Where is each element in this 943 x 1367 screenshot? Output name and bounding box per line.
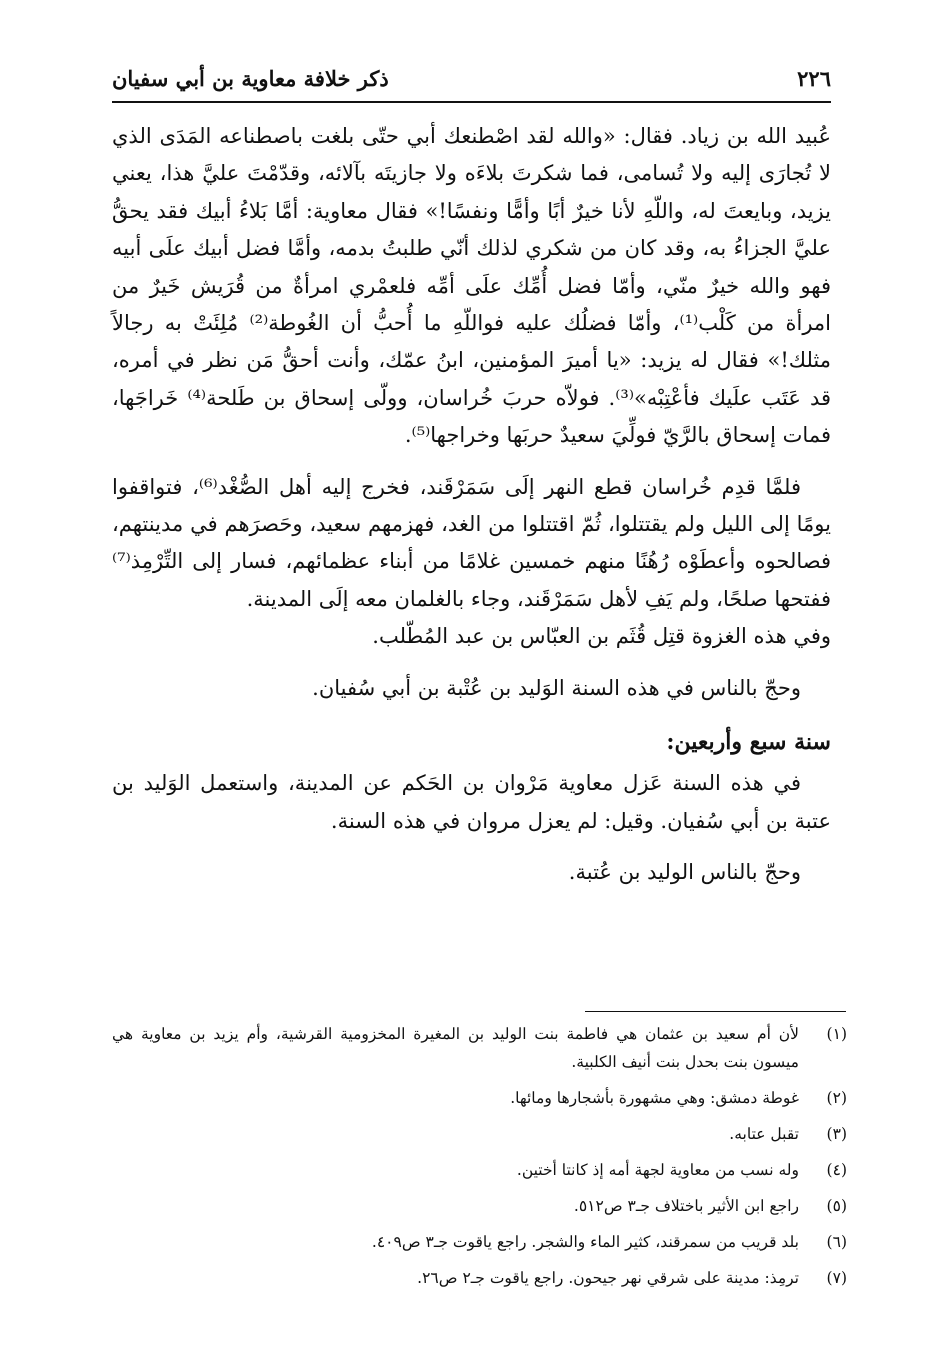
footnote-number: (٢) bbox=[826, 1089, 847, 1107]
footnote-text: ترمِذ: مدينة على شرقي نهر جيحون. راجع ياقوت جـ٢ ص٢٦. bbox=[417, 1269, 799, 1287]
section-heading: سنة سبع وأربعين: bbox=[666, 729, 831, 756]
paragraph-6: وحجّ بالناس الوليد بن عُتبة. bbox=[568, 859, 801, 884]
footnote-text: بلد قريب من سمرقند، كثير الماء والشجر. راجع ياقوت جـ٣ ص٤٠٩. bbox=[371, 1233, 799, 1251]
footnote-text: غوطة دمشق: وهي مشهورة بأشجارها ومائها. bbox=[510, 1089, 799, 1107]
paragraph-2: فلمَّا قدِم خُراسان قطع النهر إلَى سَمَرْقَند، فخرج إليه أهل الصُّغْد⁽⁶⁾، فتواقفوا يومًا إلى الليل ولم يقتتلوا، ثُمّ اقتتلوا من الغد، فهزمهم سعيد، وحَصرَهم في مدينتهم، فصالحوه وأعطَوْه رُهُنًا منهم خمسين غلامًا من أبناء عظمائهم، فسار إلى التِّرْمِذ⁽⁷⁾ ففتحها صلحًا، ولم يَفِ لأهل سَمَرْقَند، وجاء بالغلمان معه إلَى المدينة. bbox=[112, 474, 831, 611]
paragraph-4: وحجّ بالناس في هذه السنة الوَليد بن عُتْبة بن أبي سُفيان. bbox=[312, 675, 801, 700]
footnote-item bbox=[112, 1264, 847, 1292]
footnote-number: (٧) bbox=[826, 1269, 847, 1287]
footnote-text: وله نسب من معاوية لجهة أمه إذ كانتا أختين. bbox=[516, 1161, 799, 1179]
footnote-text: راجع ابن الأثير باختلاف جـ٣ ص٥١٢. bbox=[573, 1197, 799, 1215]
footnote-number: (٦) bbox=[826, 1233, 847, 1251]
footnote-text: تقبل عتابه. bbox=[729, 1125, 799, 1143]
header-divider bbox=[112, 101, 831, 103]
paragraph-1: عُبيد الله بن زياد. فقال: «والله لقد اصْطنعك أبي حتّى بلغت باصطناعه المَدَى الذي لا تُجارَى إليه ولا تُسامى، فما شكرتَ بلاءَه ولا جازيتَه بآلائه، وقدّمْتَ عليَّ هذا، يعني يزيد، وبايعتَ له، واللّهِ لأنا خيرٌ أبًا وأمًّا ونفسًا!» فقال معاوية: أمَّا بَلاءُ أبيك فقد يحقُّ عليَّ الجزاءُ به، وقد كان من شكري لذلك أنّي طلبتُ بدمه، وأمَّا فضل أبيك علَى أبيه فهو والله خيرٌ منّي، وأمّا فضل أُمِّك علَى أمِّه فلعمْري امرأةٌ من قُرَيش خَيرٌ من امرأة من كَلْب⁽¹⁾، وأمّا فضلُك عليه فواللّهِ ما أُحبُّ أن الغُوطة⁽²⁾ مُلِئَتْ به رجالاً مثلك!» فقال له يزيد: «يا أميرَ المؤمنين، ابنُ عمّك، وأنت أحقُّ مَن نظر في أمره، قد عَتَب علَيك فأعْتِبْه»⁽³⁾. فولاّه حربَ خُراسان، وولّى إسحاق بن طَلحة⁽⁴⁾ خَراجَها، فمات إسحاق بالرَّيّ فولِّيَ سعيدٌ حربَها وخراجها⁽⁵⁾. bbox=[112, 124, 832, 448]
chapter-title: ذكر خلافة معاوية بن أبي سفيان bbox=[112, 65, 389, 91]
footnote-item bbox=[112, 1228, 847, 1256]
footnote-text: لأن أم سعيد بن عثمان هي فاطمة بنت الوليد بن المغيرة المخزومية القرشية، وأم يزيد بن معاوية هي ميسون بنت بحدل بنت أنيف الكلبية. bbox=[112, 1025, 799, 1071]
footnote-number: (٣) bbox=[826, 1125, 847, 1143]
footnote-divider bbox=[585, 1011, 846, 1012]
footnotes bbox=[112, 1020, 847, 1300]
footnote-number: (١) bbox=[826, 1025, 847, 1043]
paragraph-5: في هذه السنة عَزل معاوية مَرْوان بن الحَكم عن المدينة، واستعمل الوَليد بن عتبة بن أبي سُفيان. وقيل: لم يعزل مروان في هذه السنة. bbox=[112, 771, 831, 833]
footnote-item bbox=[112, 1156, 847, 1184]
page-number: ٢٢٦ bbox=[797, 65, 831, 91]
footnote-number: (٤) bbox=[826, 1161, 847, 1179]
main-text bbox=[112, 118, 831, 891]
running-header bbox=[112, 58, 831, 98]
footnote-item bbox=[112, 1192, 847, 1220]
footnote-number: (٥) bbox=[826, 1197, 847, 1215]
footnote-item bbox=[112, 1084, 847, 1112]
footnote-item bbox=[112, 1120, 847, 1148]
paragraph-3: وفي هذه الغزوة قتِل قُثَم بن العبّاس بن عبد المُطّلب. bbox=[372, 624, 831, 649]
footnote-item bbox=[112, 1020, 847, 1076]
